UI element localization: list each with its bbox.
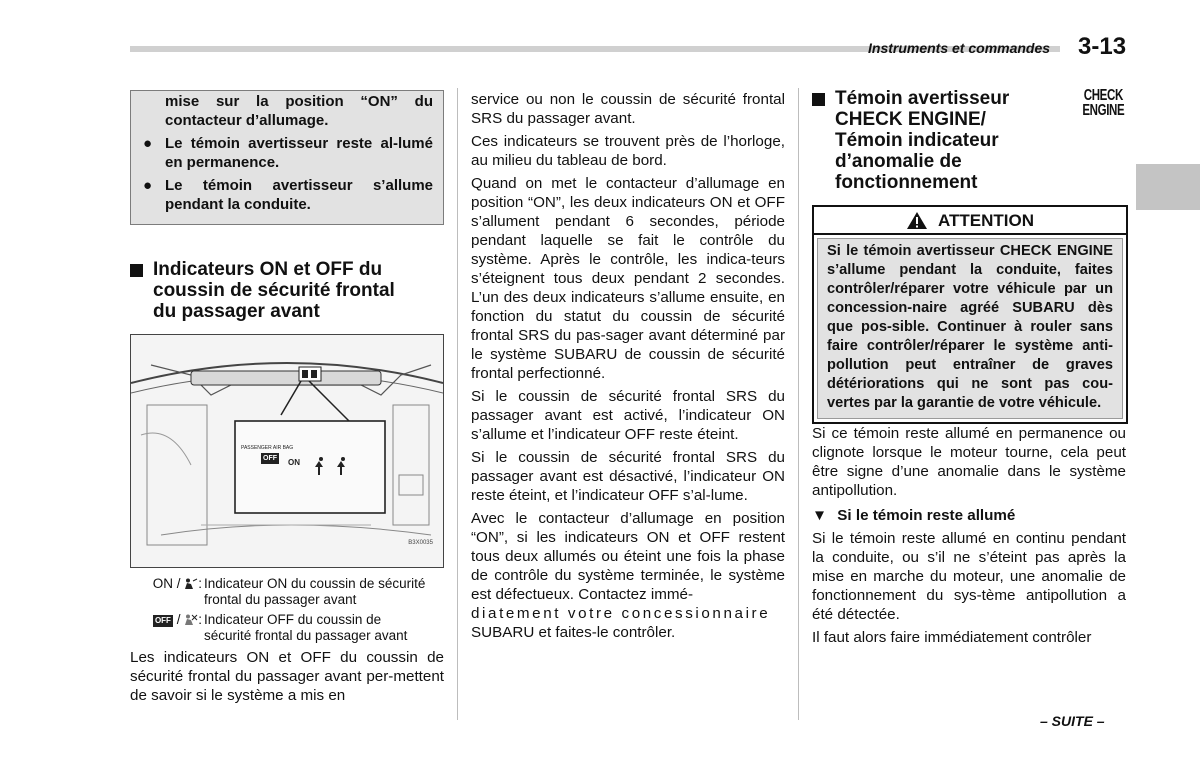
on-indicator-label: ON [288,458,300,467]
body-paragraph: Si le coussin de sécurité frontal SRS du passager avant est désactivé, l’indicateur ON reste éteint, et l’indicateur OFF s’al-lume. [471,449,785,504]
body-paragraph: service ou non le coussin de sécurité frontal SRS du passager avant. [471,91,785,127]
column-divider-left [457,88,458,720]
list-item: ● Le témoin avertisseur s’allume pendant la conduite. [143,177,433,213]
section-square-icon [130,264,143,277]
column-divider-right [798,88,799,720]
box-first-line: mise sur la position “ON” du contacteur d’allumage. [165,93,433,129]
legend-row-on: ON / : Indicateur ON du coussin de sécurité frontal du passager avant [152,576,426,607]
body-paragraph: Quand on met le contacteur d’allumage en position “ON”, les deux indicateurs ON et OFF s’allument pendant 6 secondes, période pendant laquelle se fait le contrôle du système. Après le contrôle, les indica-teurs s’éteignent tous deux pendant 2 secondes. L’un des deux indicateurs s’allume ensuite, en fonction du statut du coussin de sécurité frontal SRS du pas-sager avant déterminé par le système SUBARU de coussin de sécurité frontal perfectionné. [471,175,785,382]
triangle-down-icon: ▼ [812,507,828,524]
chapter-side-tab [1136,164,1200,210]
figure-id: B3X0035 [408,540,433,546]
airbag-off-icon [184,614,198,625]
warning-continuation-box [130,90,444,225]
body-paragraph: Ces indicateurs se trouvent près de l’horloge, au milieu du tableau de bord. [471,133,785,169]
bullet-icon: ● [143,135,153,152]
page-number: 3-13 [1078,33,1127,60]
column-3 [812,88,1126,651]
section-title: Indicateurs ON et OFF du coussin de sécurité frontal du passager avant [153,259,395,322]
column-1 [130,90,444,709]
body-paragraph: Les indicateurs ON et OFF du coussin de sécurité frontal du passager avant per-mettent de savoir si le système a mis en [130,649,444,704]
dashboard-illustration [130,334,444,568]
check-engine-icon: CHECK ENGINE [1081,87,1124,119]
list-item: ● Le témoin avertisseur reste al-lumé en permanence. [143,135,433,171]
section-square-icon [812,93,825,106]
subsection-heading: ▼ Si le témoin reste allumé [812,507,1016,524]
figure-panel-label: PASSENGER AIR BAG [241,445,294,451]
figure-legend [130,576,444,644]
section-heading-check-engine [812,88,1124,193]
attention-title: ATTENTION [937,210,1034,230]
bullet-icon: ● [143,177,153,194]
continued-footer: – SUITE – [1040,713,1105,729]
attention-header [814,207,1126,235]
airbag-on-icon [184,578,198,589]
body-paragraph: Si le coussin de sécurité frontal SRS du passager avant est activé, l’indicateur ON s’allume et l’indicateur OFF reste éteint. [471,388,785,443]
attention-box [812,205,1128,424]
section-title: Témoin avertisseur CHECK ENGINE/ Témoin indicateur d’anomalie de fonctionnement [835,88,1010,193]
header-section-title: Instruments et commandes [868,40,1051,56]
off-indicator-mini-icon: OFF [154,616,171,625]
attention-body: Si le témoin avertisseur CHECK ENGINE s’allume pendant la conduite, faites contrôler/réparer votre véhicule par un concession-naire agréé SUBARU dès que pos-sible. Continuer à rouler sans faire contrôler/réparer le système anti-pollution peut entraîner de graves détériorations qui ne sont pas cou-vertes par la garantie de votre véhicule. [817,238,1123,419]
body-paragraph: Si le témoin reste allumé en continu pendant la conduite, ou s’il ne s’éteint pas après la mise en marche du moteur, une anomalie de fonctionnement du sys-tème antipollution a été détectée. [812,530,1126,623]
warning-triangle-icon [906,211,928,230]
body-paragraph: Si ce témoin reste allumé en permanence ou clignote lorsque le moteur tourne, cela peut être signe d’une anomalie dans le système antipollution. [812,425,1126,499]
legend-row-off: OFF / : Indicateur OFF du coussin de sécurité frontal du passager avant [154,612,408,643]
body-paragraph-defect: Avec le contacteur d’allumage en position “ON”, si les indicateurs ON et OFF restent tous deux allumés ou éteint une fois la phase de contrôle du système terminée, le système est défectueux. Contactez immé- diatement votre concessionnaire SUBARU et faites-le contrôler. [471,510,785,641]
section-heading-airbag [130,259,444,322]
off-indicator-icon: OFF [263,455,277,462]
column-2 [471,90,785,642]
box-list [141,134,433,214]
body-paragraph: Il faut alors faire immédiatement contrôler [812,629,1092,646]
